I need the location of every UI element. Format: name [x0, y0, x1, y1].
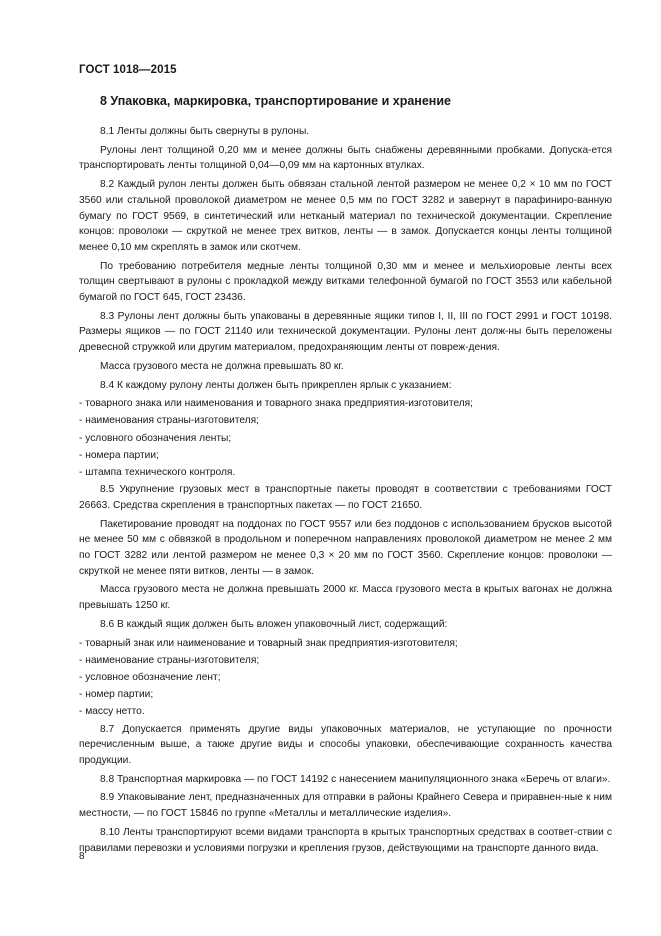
list-item: - массу нетто.: [79, 706, 145, 718]
list-item: - наименование страны-изготовителя;: [79, 654, 260, 666]
paragraph-8-5: 8.5 Укрупнение грузовых мест в транспортные пакеты проводят в соответствии с требованиями ГОСТ 26663. Средства скрепления в транспортных пакетах — по ГОСТ 21650.: [79, 484, 612, 511]
paragraph-8-3: 8.3 Рулоны лент должны быть упакованы в деревянные ящики типов I, II, III по ГОСТ 2991 и ГОСТ 10198. Размеры ящиков — по ГОСТ 21140 или технической документации. Рулоны лент долж-ны быть переложены древесной стружкой или другим материалом, предохраняющим ленты от повреж-дения.: [79, 310, 612, 354]
paragraph: Масса грузового места не должна превышать 80 кг.: [100, 360, 344, 372]
list-item: - товарный знак или наименование и товарный знак предприятия-изготовителя;: [79, 637, 458, 649]
document-id: ГОСТ 1018—2015: [79, 64, 177, 76]
paragraph-8-10: 8.10 Ленты транспортируют всеми видами транспорта в крытых транспортных средствах в соответ-ствии с правилами перевозки и условиями погрузки и крепления грузов, действующими на транспорте данного вида.: [79, 826, 612, 854]
list-item: - номер партии;: [79, 689, 154, 701]
list-item: - товарного знака или наименования и товарного знака предприятия-изготовителя;: [79, 398, 474, 410]
paragraph-8-6: 8.6 В каждый ящик должен быть вложен упаковочный лист, содержащий:: [100, 618, 448, 630]
section-body: [79, 124, 612, 859]
paragraph: Масса грузового места не должна превышать 2000 кг. Масса грузового места в крытых вагонах не должна превышать 1250 кг.: [79, 584, 612, 612]
section-title: 8 Упаковка, маркировка, транспортирование и хранение: [100, 94, 451, 108]
list-item: - номера партии;: [79, 449, 159, 461]
paragraph-8-8: 8.8 Транспортная маркировка — по ГОСТ 14192 с нанесением манипуляционного знака «Беречь от влаги».: [100, 773, 611, 785]
list-item: - наименования страны-изготовителя;: [79, 415, 260, 427]
paragraph: Рулоны лент толщиной 0,20 мм и менее должны быть снабжены деревянными пробками. Допуска-ется транспортировать ленты толщиной 0,04—0,09 мм на картонных втулках.: [79, 144, 612, 172]
paragraph-8-4: 8.4 К каждому рулону ленты должен быть прикреплен ярлык с указанием:: [100, 379, 452, 391]
page-number: 8: [79, 851, 85, 862]
list-item: - условное обозначение лент;: [79, 672, 221, 683]
paragraph: По требованию потребителя медные ленты толщиной 0,30 мм и менее и мельхиоровые ленты всех толщин свертывают в рулоны с прокладкой между витками телефонной бумагой по ГОСТ 3553 или кабельной бумагой по ГОСТ 645, ГОСТ 23436.: [79, 260, 612, 304]
list-item: - условного обозначения ленты;: [79, 432, 232, 444]
paragraph-8-7: 8.7 Допускается применять другие виды упаковочных материалов, не уступающие по прочности перечисленным выше, а также другие виды и способы упаковки, обеспечивающие сохранность качества продукции.: [79, 723, 612, 767]
paragraph: Пакетирование проводят на поддонах по ГОСТ 9557 или без поддонов с использованием брусков высотой не менее 50 мм с обвязкой в продольном и поперечном направлениях проволокой диаметром не менее 2 мм по ГОСТ 3282 или лентой размером не менее 0,3 × 20 мм по ГОСТ 3560. Скрепление концов: проволоки — скруткой не менее пяти витков, ленты — в замок.: [79, 518, 612, 577]
paragraph-8-2: 8.2 Каждый рулон ленты должен быть обвязан стальной лентой размером не менее 0,2 × 10 мм по ГОСТ 3560 или стальной проволокой диаметром не менее 0,5 мм по ГОСТ 3282 и завернут в парафиниро-ванную бумагу по ГОСТ 9569, в синтетический или нетканый материал по технической документации. Скрепление концов: проволоки — скруткой не менее трех витков, ленты — в замок. Допускается концы ленты толщиной менее 0,10 мм скреплять в замок или скотчем.: [79, 179, 612, 253]
list-item: - штампа технического контроля.: [79, 467, 236, 479]
paragraph-8-1: 8.1 Ленты должны быть свернуты в рулоны.: [100, 126, 310, 137]
paragraph-8-9: 8.9 Упаковывание лент, предназначенных для отправки в районы Крайнего Севера и приравнен-ные к ним местности, — по ГОСТ 15846 по группе «Металлы и металлические изделия».: [79, 792, 612, 820]
